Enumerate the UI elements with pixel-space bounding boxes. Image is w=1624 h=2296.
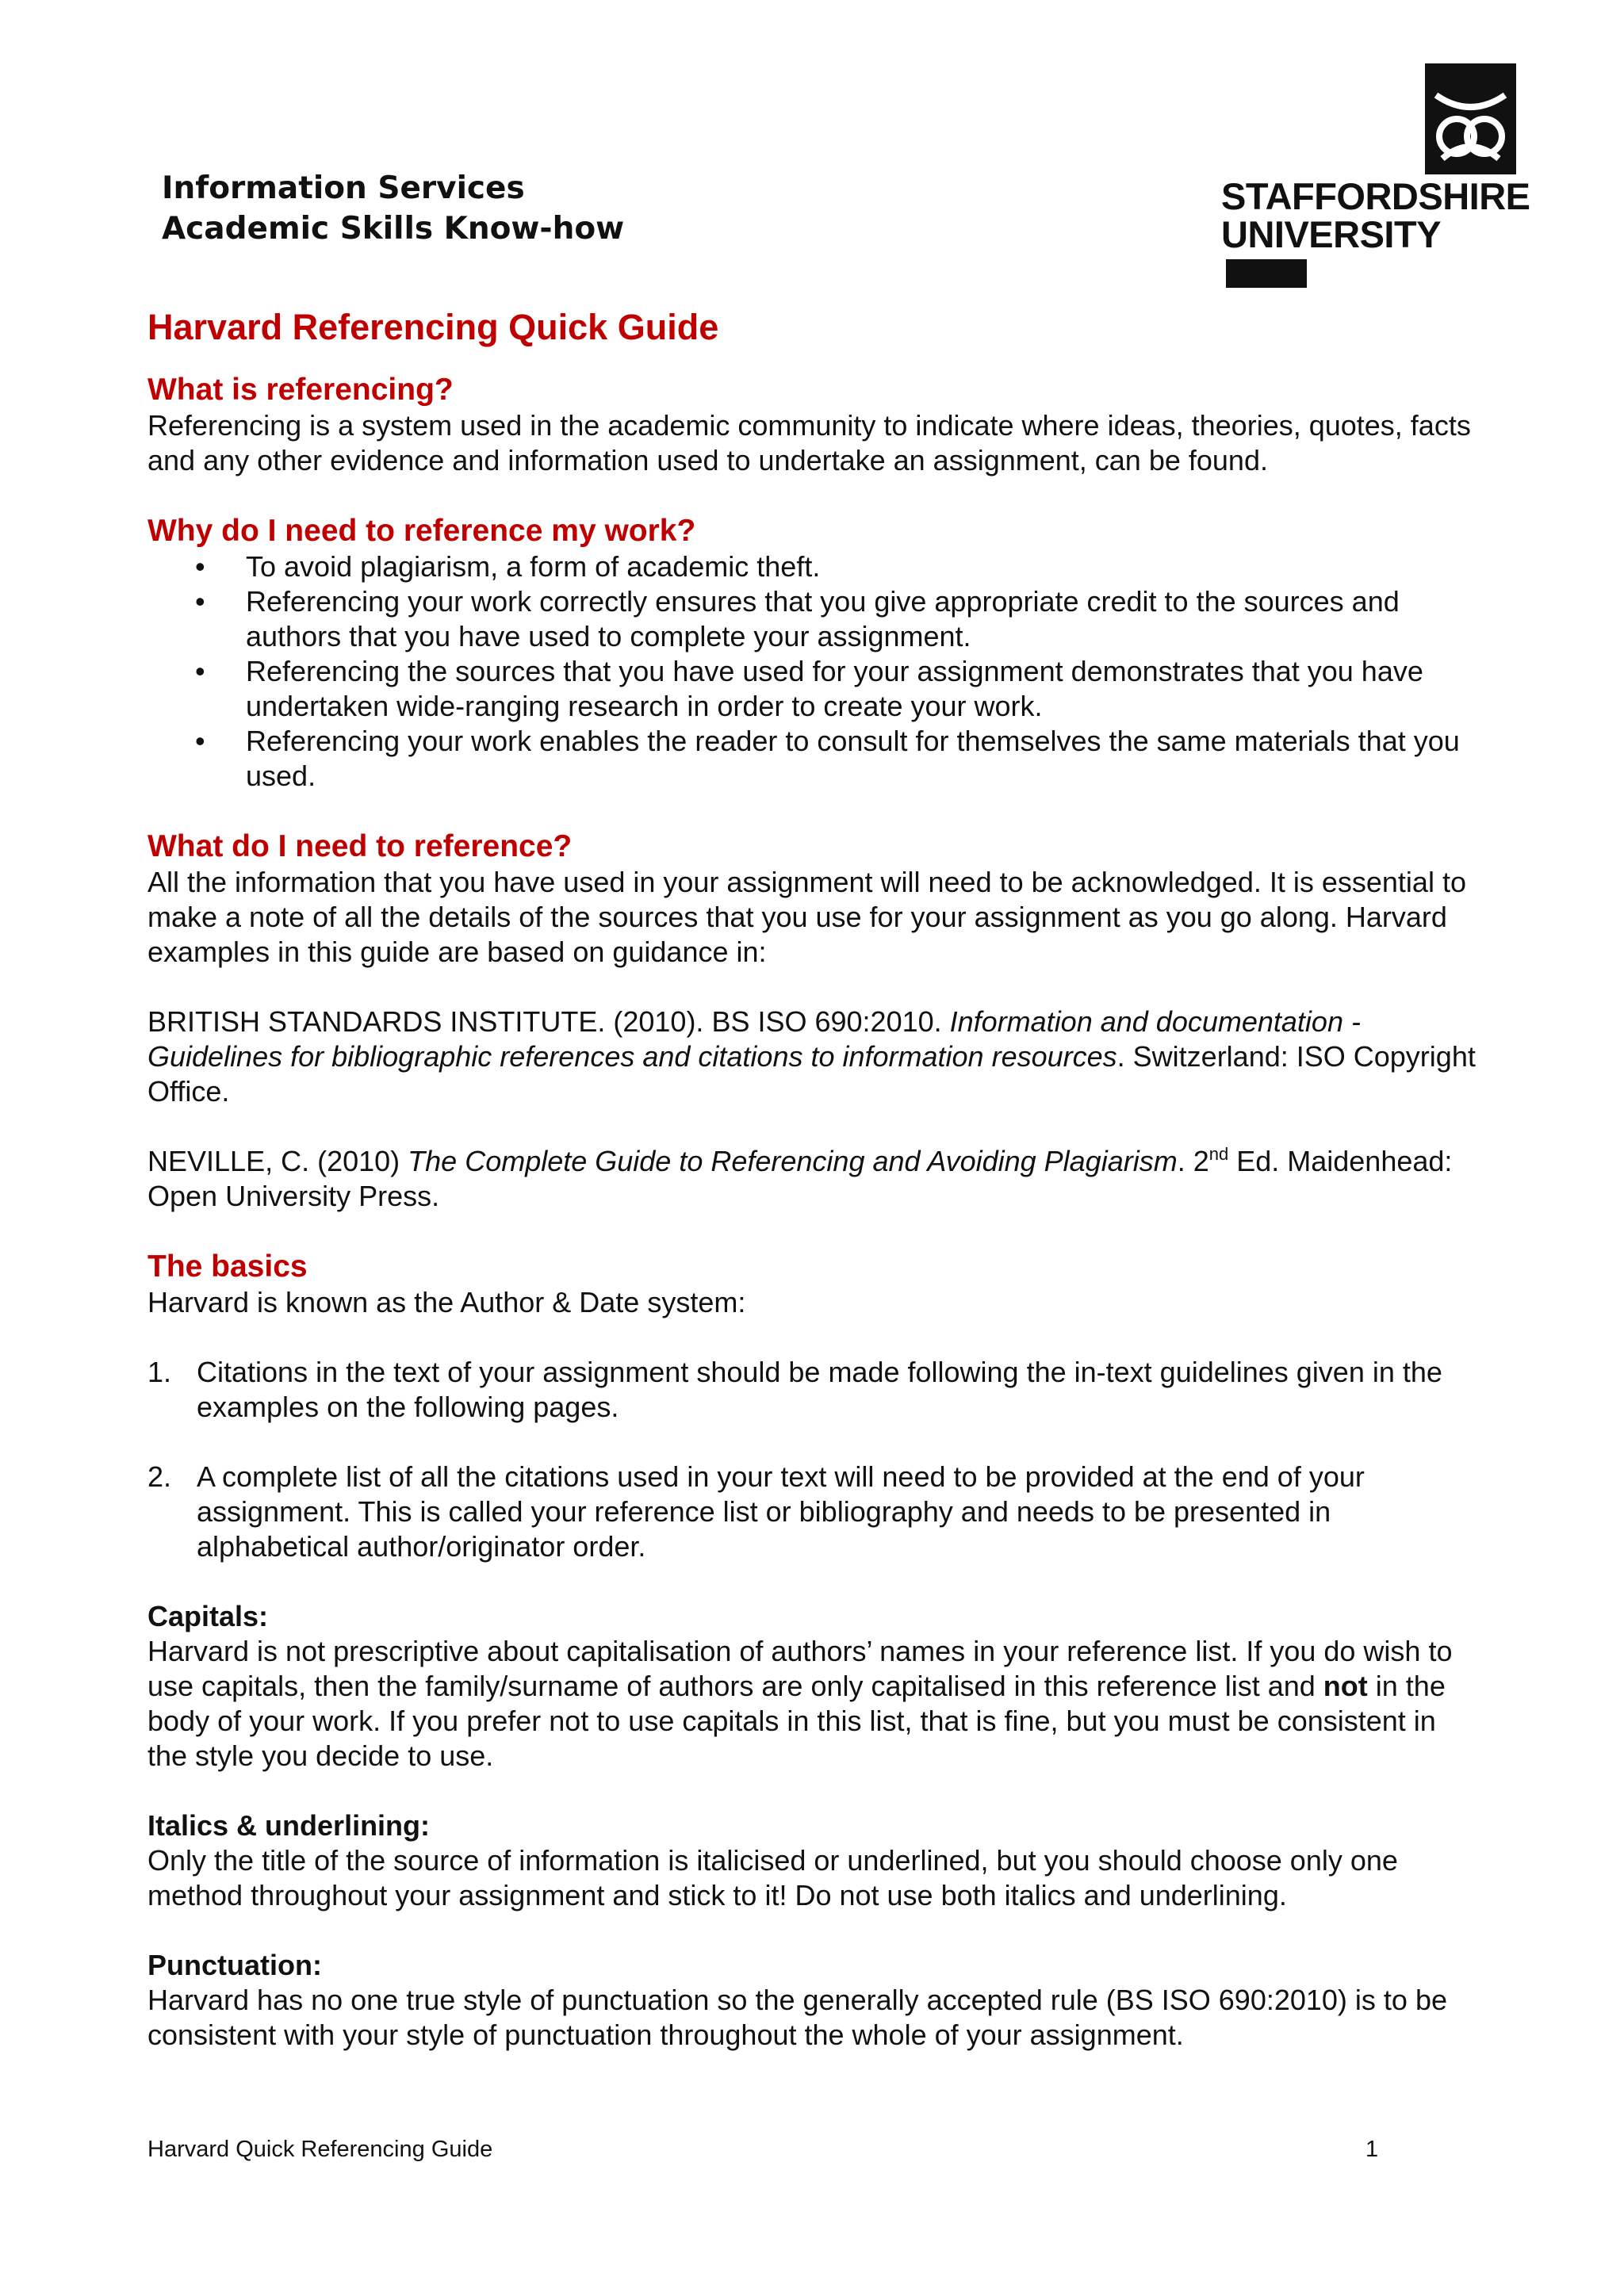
list-item: • Referencing your work enables the reader to consult for themselves the same materials that you used. — [147, 724, 1480, 794]
heading-punctuation: Punctuation: — [147, 1949, 322, 1981]
step-text: A complete list of all the citations used in your text will need to be provided at the end of your assignment. This is called your reference list or bibliography and needs to be presented in alphabetical author/originator order. — [197, 1460, 1365, 1563]
footer-title: Harvard Quick Referencing Guide — [147, 2137, 493, 2162]
header-line-2: Academic Skills Know-how — [162, 211, 625, 247]
list-item: • Referencing the sources that you have used for your assignment demonstrates that you have undertaken wide-ranging research in order to create your work. — [147, 654, 1480, 724]
heading-the-basics: The basics — [147, 1249, 308, 1284]
capitals-body — [147, 1634, 1480, 1774]
heading-what-to-reference: What do I need to reference? — [147, 829, 573, 863]
header-line-1: Information Services — [162, 170, 525, 206]
list-item: • To avoid plagiarism, a form of academic theft. — [147, 549, 1480, 584]
ref1-title: Information and documentation - Guidelines for bibliographic references and citations to information resources — [147, 1005, 1361, 1073]
heading-italics: Italics & underlining: — [147, 1809, 431, 1842]
heading-capitals: Capitals: — [147, 1600, 269, 1632]
header-block — [162, 168, 624, 249]
heading-why-reference: Why do I need to reference my work? — [147, 514, 696, 548]
logo-line-2: UNIVERSITY — [1221, 213, 1442, 255]
list-item: • Referencing your work correctly ensures that you give appropriate credit to the sources and authors that you have used to complete your assignment. — [147, 584, 1480, 654]
ref1-pre: BRITISH STANDARDS INSTITUTE. (2010). BS ISO 690:2010. — [147, 1005, 950, 1038]
step-number: 1. — [147, 1356, 172, 1388]
reference-neville — [147, 1144, 1480, 1214]
logo-line-1: STAFFORDSHIRE — [1221, 175, 1530, 217]
capitals-pre: Harvard is not prescriptive about capitalisation of authors’ names in your reference list. If you do wish to use capitals, then the family/surname of authors are only capitalised in this reference list and — [147, 1635, 1453, 1702]
basics-intro: Harvard is known as the Author & Date system: — [147, 1286, 746, 1318]
list-item — [147, 1460, 1480, 1564]
logo-line-2-row — [1221, 213, 1516, 292]
main-content — [147, 305, 1480, 2053]
basics-steps — [147, 1355, 1480, 1564]
page-number: 1 — [1365, 2137, 1379, 2162]
staffordshire-knot-icon — [1425, 63, 1516, 174]
ref1-post: . Switzerland: ISO Copyright Office. — [147, 1040, 1476, 1108]
punctuation-body: Harvard has no one true style of punctuation so the generally accepted rule (BS ISO 690:2010) is to be consistent with your style of punctuation throughout the whole of your assignment. — [147, 1984, 1447, 2051]
what-is-referencing-body: Referencing is a system used in the academic community to indicate where ideas, theories, quotes, facts and any other evidence and information used to undertake an assignment, can be found. — [147, 409, 1471, 476]
logo-bar — [1226, 259, 1307, 288]
university-logo — [1221, 63, 1530, 255]
ref2-sup: nd — [1208, 1144, 1229, 1164]
ref2-pre: NEVILLE, C. (2010) — [147, 1145, 408, 1177]
ref2-mid: . 2 — [1177, 1145, 1209, 1177]
document-title: Harvard Referencing Quick Guide — [147, 307, 719, 347]
step-text: Citations in the text of your assignment should be made following the in-text guidelines given in the examples on the following pages. — [197, 1356, 1442, 1423]
why-reference-list — [147, 549, 1480, 794]
reference-bs-iso — [147, 1004, 1480, 1109]
ref2-post: Ed. Maidenhead: Open University Press. — [147, 1145, 1453, 1212]
logo-wordmark — [1221, 175, 1530, 292]
capitals-post: in the body of your work. If you prefer not to use capitals in this list, that is fine, but you must be consistent in the style you decide to use. — [147, 1670, 1446, 1772]
what-to-reference-body: All the information that you have used in your assignment will need to be acknowledged. It is essential to make a note of all the details of the sources that you use for your assignment as you go along. Harvard examples in this guide are based on guidance in: — [147, 866, 1466, 968]
italics-body: Only the title of the source of information is italicised or underlined, but you should choose only one method throughout your assignment and stick to it! Do not use both italics and underlining. — [147, 1844, 1398, 1911]
list-item — [147, 1355, 1480, 1425]
ref2-title: The Complete Guide to Referencing and Avoiding Plagiarism — [408, 1145, 1178, 1177]
heading-what-is-referencing: What is referencing? — [147, 373, 454, 407]
capitals-bold: not — [1323, 1670, 1368, 1702]
step-number: 2. — [147, 1460, 172, 1493]
